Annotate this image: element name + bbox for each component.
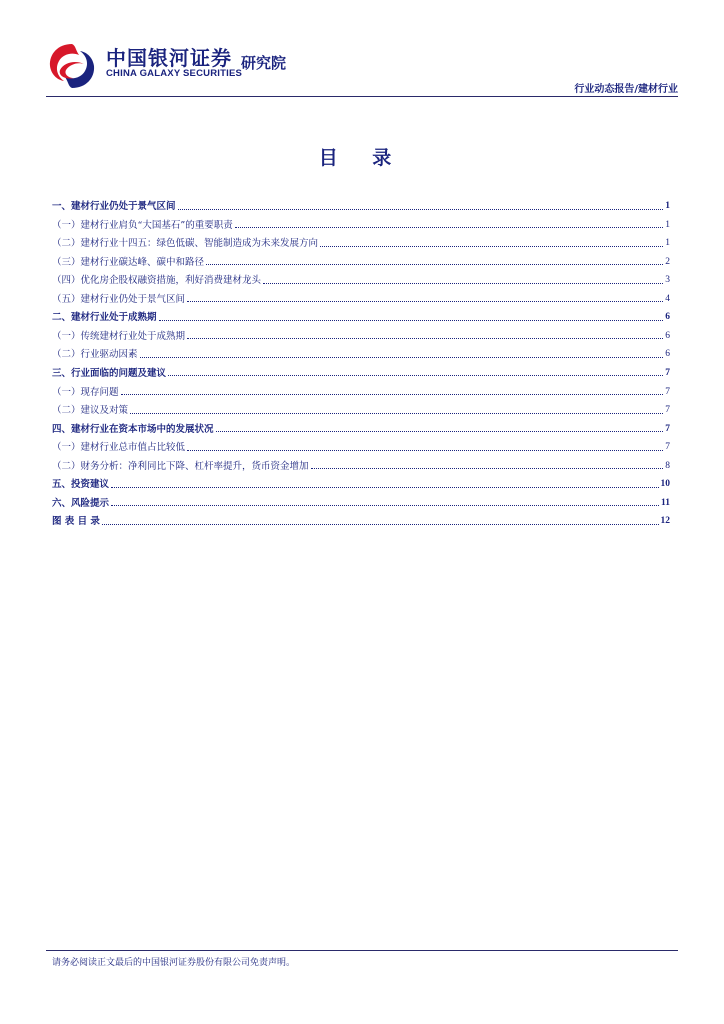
toc-page-number: 1 bbox=[665, 201, 670, 212]
toc-leader-dots bbox=[235, 227, 664, 228]
toc-entry-section[interactable] bbox=[52, 491, 670, 510]
toc-entry-subsection[interactable] bbox=[52, 324, 670, 343]
institute-label: 研究院 bbox=[241, 54, 287, 72]
toc-page-number: 3 bbox=[665, 275, 670, 286]
toc-page-number: 1 bbox=[665, 238, 670, 249]
toc-entry-text: （一）建材行业总市值占比较低 bbox=[52, 442, 186, 454]
toc-leader-dots bbox=[168, 375, 663, 376]
toc-leader-dots bbox=[159, 320, 664, 321]
toc-entry-subsection[interactable] bbox=[52, 231, 670, 250]
brand-name-cn: 中国银河证券 bbox=[106, 46, 232, 70]
toc-page-number: 7 bbox=[665, 367, 670, 378]
toc-entry-subsection[interactable] bbox=[52, 213, 670, 232]
toc-entry-text: 三、行业面临的问题及建议 bbox=[52, 367, 167, 379]
toc-page-number: 6 bbox=[665, 330, 670, 341]
toc-entry-text: （一）建材行业肩负“大国基石”的重要职责 bbox=[52, 219, 233, 231]
toc-entry-text: （一）现存问题 bbox=[52, 386, 119, 398]
toc-leader-dots bbox=[111, 487, 658, 488]
report-type-label: 行业动态报告/建材行业 bbox=[574, 84, 678, 95]
toc-entry-subsection[interactable] bbox=[52, 398, 670, 417]
toc-entry-text: 一、建材行业仍处于景气区间 bbox=[52, 201, 176, 213]
toc-entry-subsection[interactable] bbox=[52, 287, 670, 306]
toc-leader-dots bbox=[263, 283, 663, 284]
toc-entry-section[interactable] bbox=[52, 361, 670, 380]
toc-page-number: 4 bbox=[665, 293, 670, 304]
footer-divider bbox=[46, 950, 678, 951]
header-divider bbox=[46, 96, 678, 97]
toc-leader-dots bbox=[121, 394, 664, 395]
toc-page-number: 12 bbox=[660, 516, 670, 527]
brand-name-en: CHINA GALAXY SECURITIES bbox=[106, 68, 243, 79]
toc-page-number: 7 bbox=[665, 442, 670, 453]
toc-entry-text: （四）优化房企股权融资措施，利好消费建材龙头 bbox=[52, 275, 262, 287]
toc-entry-text: （五）建材行业仍处于景气区间 bbox=[52, 293, 186, 305]
toc-entry-text: （二）建材行业十四五：绿色低碳、智能制造成为未来发展方向 bbox=[52, 238, 319, 250]
toc-page-number: 11 bbox=[661, 497, 670, 508]
toc-leader-dots bbox=[187, 338, 663, 339]
toc-title: 目 录 bbox=[318, 147, 406, 169]
toc-entry-text: 二、建材行业处于成熟期 bbox=[52, 312, 157, 324]
toc-entry-subsection[interactable] bbox=[52, 454, 670, 473]
galaxy-logo-icon bbox=[46, 40, 98, 92]
toc-entry-text: 图 表 目 录 bbox=[52, 516, 100, 528]
toc-entry-subsection[interactable] bbox=[52, 435, 670, 454]
toc-entry-text: （三）建材行业碳达峰、碳中和路径 bbox=[52, 256, 205, 268]
toc-page-number: 10 bbox=[660, 479, 670, 490]
toc-entry-text: 五、投资建议 bbox=[52, 479, 110, 491]
toc-leader-dots bbox=[130, 413, 663, 414]
toc-entry-section[interactable] bbox=[52, 472, 670, 491]
toc-leader-dots bbox=[187, 450, 663, 451]
toc-entry-subsection[interactable] bbox=[52, 268, 670, 287]
toc-entry-subsection[interactable] bbox=[52, 250, 670, 269]
toc-leader-dots bbox=[178, 209, 664, 210]
toc-leader-dots bbox=[102, 524, 659, 525]
toc-entry-text: （二）建议及对策 bbox=[52, 405, 129, 417]
footer-disclaimer: 请务必阅读正文最后的中国银河证券股份有限公司免责声明。 bbox=[52, 958, 296, 968]
toc-entry-subsection[interactable] bbox=[52, 379, 670, 398]
toc-leader-dots bbox=[140, 357, 664, 358]
toc-entry-text: （二）行业驱动因素 bbox=[52, 349, 138, 361]
toc-page-number: 2 bbox=[665, 256, 670, 267]
toc-page-number: 7 bbox=[665, 423, 670, 434]
toc-page-number: 7 bbox=[665, 405, 670, 416]
toc-page-number: 7 bbox=[665, 386, 670, 397]
toc-entry-section[interactable] bbox=[52, 305, 670, 324]
toc-entry-text: （二）财务分析：净利同比下降、杠杆率提升，货币资金增加 bbox=[52, 460, 309, 472]
toc-entry-text: 六、风险提示 bbox=[52, 497, 110, 509]
toc-entry-section[interactable] bbox=[52, 509, 670, 528]
toc-entry-section[interactable] bbox=[52, 417, 670, 436]
toc-leader-dots bbox=[216, 431, 664, 432]
toc-entry-section[interactable] bbox=[52, 194, 670, 213]
toc-leader-dots bbox=[311, 468, 664, 469]
table-of-contents bbox=[52, 194, 670, 528]
toc-entry-text: （一）传统建材行业处于成熟期 bbox=[52, 330, 186, 342]
toc-leader-dots bbox=[111, 505, 659, 506]
toc-leader-dots bbox=[320, 246, 663, 247]
toc-entry-text: 四、建材行业在资本市场中的发展状况 bbox=[52, 423, 214, 435]
toc-page-number: 1 bbox=[665, 219, 670, 230]
toc-page-number: 6 bbox=[665, 349, 670, 360]
toc-entry-subsection[interactable] bbox=[52, 342, 670, 361]
toc-page-number: 6 bbox=[665, 312, 670, 323]
toc-leader-dots bbox=[206, 264, 663, 265]
toc-leader-dots bbox=[187, 301, 663, 302]
toc-page-number: 8 bbox=[665, 460, 670, 471]
